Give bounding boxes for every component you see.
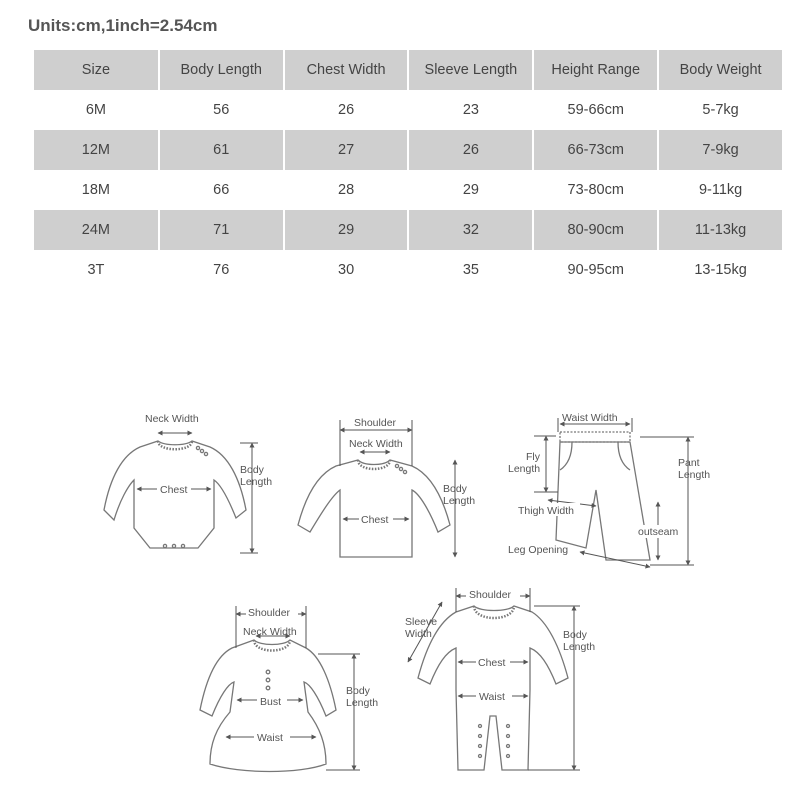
table-cell: 71	[159, 210, 284, 250]
table-cell: 18M	[34, 170, 159, 210]
table-cell: 24M	[34, 210, 159, 250]
units-note: Units:cm,1inch=2.54cm	[28, 16, 218, 35]
table-cell: 7-9kg	[658, 130, 783, 170]
measurement-diagrams	[0, 395, 800, 805]
table-cell: 11-13kg	[658, 210, 783, 250]
table-cell: 6M	[34, 90, 159, 130]
table-cell: 27	[284, 130, 409, 170]
table-cell: 29	[408, 170, 533, 210]
table-cell: 29	[284, 210, 409, 250]
header-sleeve-length: Sleeve Length	[408, 50, 533, 90]
table-cell: 3T	[34, 250, 159, 290]
table-cell: 59-66cm	[533, 90, 658, 130]
table-cell: 12M	[34, 130, 159, 170]
header-height-range: Height Range	[533, 50, 658, 90]
diagrams-svg	[0, 395, 800, 800]
table-cell: 32	[408, 210, 533, 250]
table-row	[34, 130, 783, 170]
table-cell: 5-7kg	[658, 90, 783, 130]
romper-neck-width-label: Neck Width	[145, 413, 199, 425]
header-body-length: Body Length	[159, 50, 284, 90]
table-row	[34, 210, 783, 250]
table-cell: 13-15kg	[658, 250, 783, 290]
top-neck-width-label: Neck Width	[349, 438, 403, 450]
pants-fly-label: Fly	[526, 451, 540, 463]
jumpsuit-length-label: Length	[563, 641, 596, 653]
table-cell: 61	[159, 130, 284, 170]
pants-pant-length-label: Length	[678, 469, 711, 481]
dress-bust-label: Bust	[260, 696, 282, 708]
jumpsuit-sleeve-label: Sleeve	[405, 616, 438, 628]
romper-chest-label: Chest	[160, 484, 188, 496]
dress-neck-width-label: Neck Width	[243, 626, 297, 638]
jumpsuit-sleeve-width-label: Width	[405, 628, 432, 640]
top-body-label: Body	[443, 483, 467, 495]
pants-pant-label: Pant	[678, 457, 700, 469]
table-cell: 73-80cm	[533, 170, 658, 210]
table-cell: 66-73cm	[533, 130, 658, 170]
header-body-weight: Body Weight	[658, 50, 783, 90]
top-length-label: Length	[443, 495, 476, 507]
table-cell: 9-11kg	[658, 170, 783, 210]
table-row	[34, 90, 783, 130]
pants-thigh-width-label: Thigh Width	[518, 505, 575, 517]
romper-length-label: Length	[240, 476, 273, 488]
jumpsuit-chest-label: Chest	[478, 657, 506, 669]
jumpsuit-shoulder-label: Shoulder	[469, 589, 512, 601]
table-row	[34, 250, 783, 290]
pants-outseam-label: outseam	[638, 526, 679, 538]
dress-waist-label: Waist	[257, 732, 283, 744]
table-cell: 30	[284, 250, 409, 290]
pants-waist-width-label: Waist Width	[562, 412, 618, 424]
table-cell: 66	[159, 170, 284, 210]
table-cell: 56	[159, 90, 284, 130]
table-row	[34, 170, 783, 210]
header-size: Size	[34, 50, 159, 90]
dress-length-label: Length	[346, 697, 379, 709]
pants-leg-opening-label: Leg Opening	[508, 544, 569, 556]
table-cell: 28	[284, 170, 409, 210]
table-cell: 26	[284, 90, 409, 130]
top-chest-label: Chest	[361, 514, 389, 526]
jumpsuit-waist-label: Waist	[479, 691, 505, 703]
dress-body-label: Body	[346, 685, 370, 697]
pants-fly-length-label: Length	[508, 463, 541, 475]
table-cell: 80-90cm	[533, 210, 658, 250]
top-shoulder-label: Shoulder	[354, 417, 397, 429]
table-header-row	[34, 50, 783, 90]
table-cell: 76	[159, 250, 284, 290]
romper-body-label: Body	[240, 464, 264, 476]
dress-shoulder-label: Shoulder	[248, 607, 291, 619]
size-table	[34, 50, 784, 290]
table-cell: 35	[408, 250, 533, 290]
table-cell: 90-95cm	[533, 250, 658, 290]
jumpsuit-body-label: Body	[563, 629, 587, 641]
table-cell: 23	[408, 90, 533, 130]
table-cell: 26	[408, 130, 533, 170]
header-chest-width: Chest Width	[284, 50, 409, 90]
